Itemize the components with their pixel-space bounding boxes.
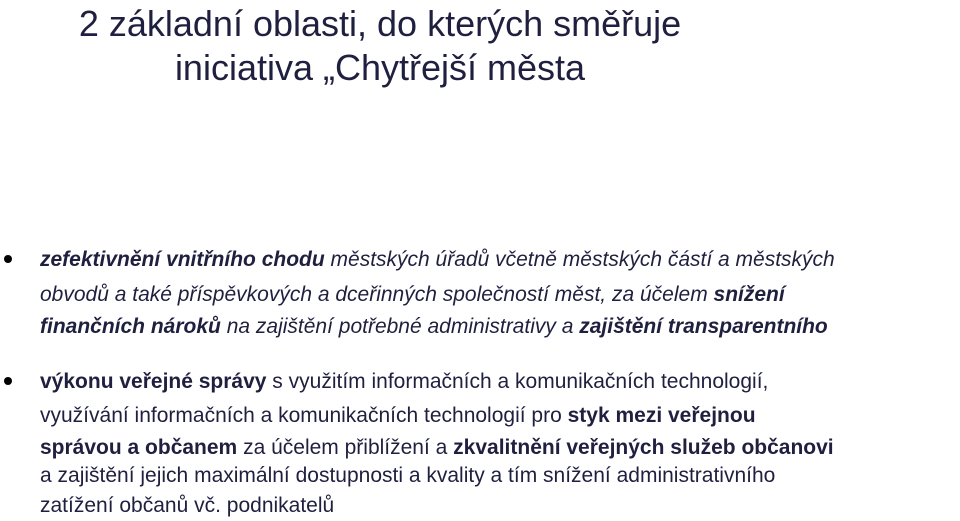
body-text: využívání informačních a komunikačních technologií pro xyxy=(40,404,568,427)
body-text: zatížení občanů vč. podnikatelů xyxy=(40,494,335,517)
bullet-point-2 xyxy=(4,377,12,385)
emphasized-text: správou a občanem xyxy=(40,436,238,459)
paragraph-1-line xyxy=(40,244,835,275)
body-text: za účelem přiblížení a xyxy=(237,436,454,459)
body-text: a zajištění jejich maximální dostupnosti a kvality a tím snížení administrativního xyxy=(40,464,776,487)
paragraph-2-line xyxy=(40,490,334,521)
emphasized-text: zajištění transparentního xyxy=(579,315,828,338)
emphasized-text: zkvalitnění veřejných služeb občanovi xyxy=(453,436,834,459)
paragraph-2-line xyxy=(40,432,834,463)
bullet-point-1 xyxy=(4,255,12,263)
paragraph-2-line xyxy=(40,460,775,491)
emphasized-text: zefektivnění vnitřního chodu xyxy=(40,248,325,271)
body-text: městských úřadů včetně městských částí a městských xyxy=(324,248,835,271)
slide-title xyxy=(0,2,760,90)
paragraph-2-line xyxy=(40,366,768,397)
body-text: na zajištění potřebné administrativy a xyxy=(220,315,580,338)
emphasized-text: výkonu veřejné správy xyxy=(40,370,267,393)
body-text: s využitím informačních a komunikačních technologií, xyxy=(266,370,769,393)
title-line-2: iniciativa „Chytřejší města xyxy=(174,47,586,88)
body-text: obvodů a také příspěvkových a dceřinných společností měst, za účelem xyxy=(40,283,714,306)
paragraph-1-line xyxy=(40,279,785,310)
title-line-1: 2 základní oblasti, do kterých směřuje xyxy=(78,3,682,44)
paragraph-1-line xyxy=(40,311,828,342)
emphasized-text: styk mezi veřejnou xyxy=(567,404,756,427)
paragraph-2-line xyxy=(40,400,756,431)
emphasized-text: finančních nároků xyxy=(40,315,221,338)
emphasized-text: snížení xyxy=(713,283,785,306)
